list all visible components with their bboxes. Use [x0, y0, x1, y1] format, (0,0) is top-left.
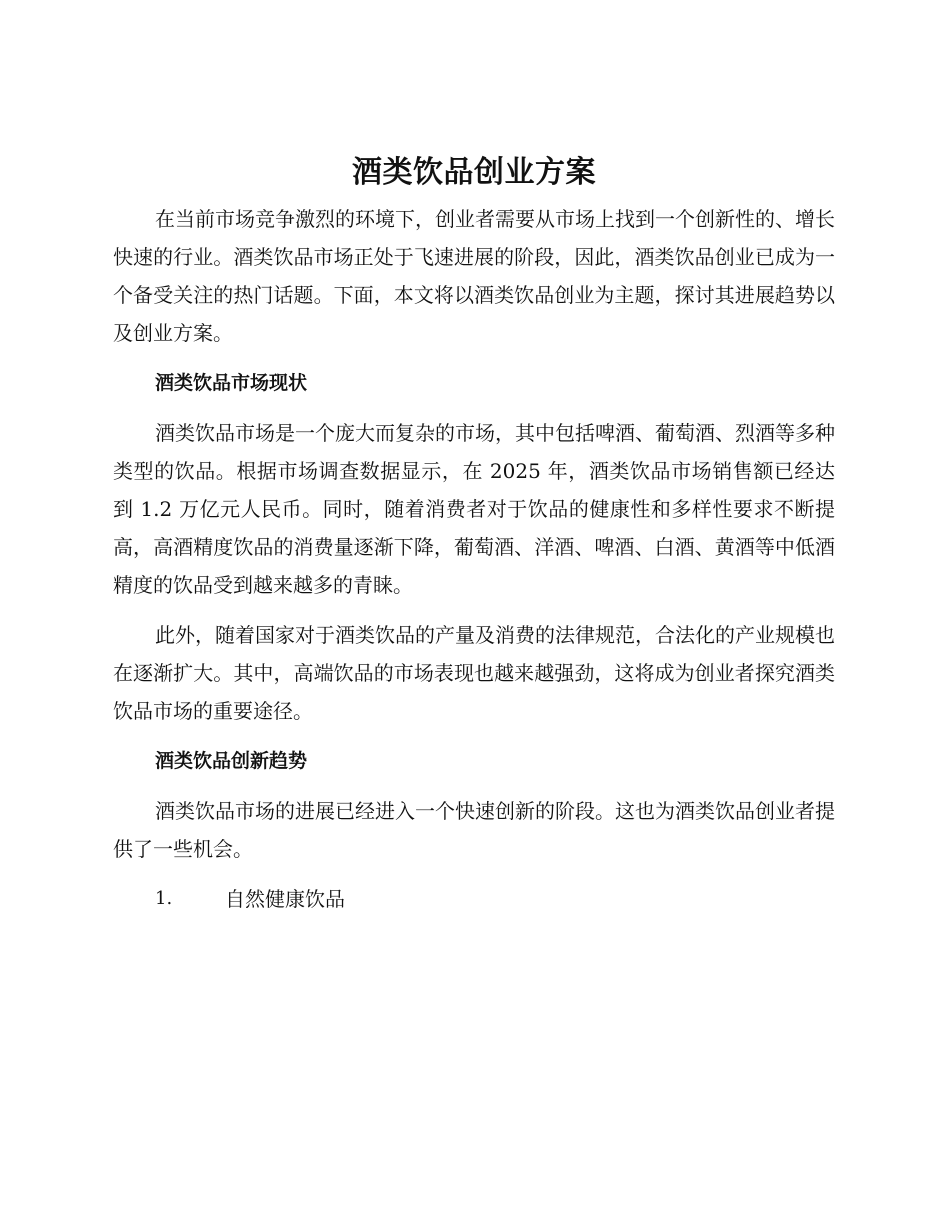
document-page — [113, 148, 835, 918]
section-heading-innovation-trends: 酒类饮品创新趋势 — [155, 750, 308, 772]
intro-paragraph: 在当前市场竞争激烈的环境下，创业者需要从市场上找到一个创新性的、增长快速的行业。酒类饮品市场正处于飞速进展的阶段，因此，酒类饮品创业已成为一个备受关注的热门话题。下面，本文将以酒类饮品创业为主题，探讨其进展趋势以及创业方案。 — [113, 207, 835, 345]
market-status-paragraph-2: 此外，随着国家对于酒类饮品的产量及消费的法律规范，合法化的产业规模也在逐渐扩大。其中，高端饮品的市场表现也越来越强劲，这将成为创业者探究酒类饮品市场的重要途径。 — [113, 623, 835, 723]
list-item-number: 1. — [155, 888, 173, 909]
market-status-paragraph-1: 酒类饮品市场是一个庞大而复杂的市场，其中包括啤酒、葡萄酒、烈酒等多种类型的饮品。根据市场调查数据显示，在 2025 年，酒类饮品市场销售额已经达到 1.2 万亿元人民币。同时，随着消费者对于饮品的健康性和多样性要求不断提高，高酒精度饮品的消费量逐渐下降，葡萄酒、洋酒、啤酒、白酒、黄酒等中低酒精度的饮品受到越来越多的青睐。 — [113, 421, 835, 597]
document-title: 酒类饮品创业方案 — [352, 155, 596, 190]
innovation-trends-paragraph: 酒类饮品市场的进展已经进入一个快速创新的阶段。这也为酒类饮品创业者提供了一些机会。 — [113, 799, 835, 861]
list-item — [113, 880, 835, 918]
list-item-text: 自然健康饮品 — [225, 887, 345, 911]
section-heading-market-status: 酒类饮品市场现状 — [155, 372, 308, 394]
